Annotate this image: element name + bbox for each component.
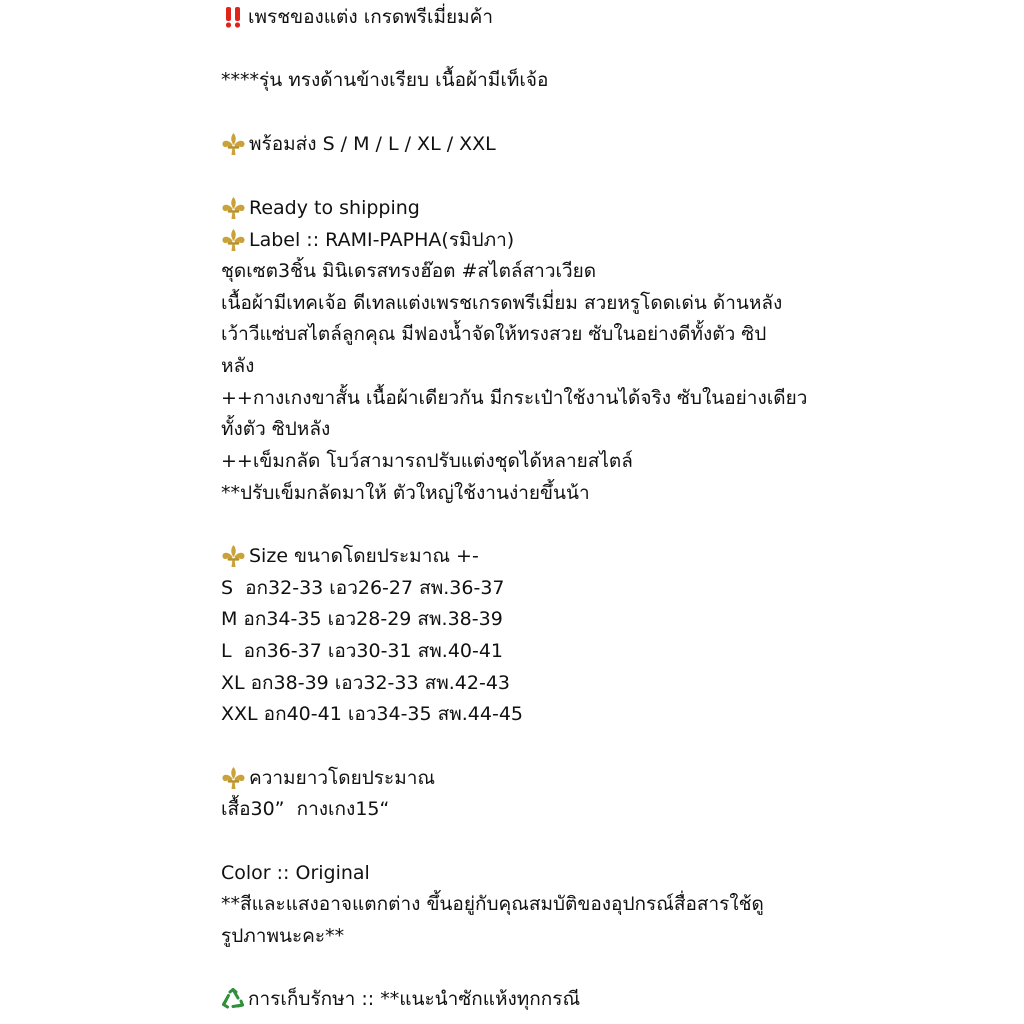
line-16 — [221, 603, 503, 635]
recycle-icon — [221, 987, 245, 1011]
line-5 — [221, 224, 514, 256]
line-text: ++กางเกงขาสั้น เนื้อผ้าเดียวกัน มีกระเป๋าใช้งานได้จริง ซับในอย่างเดียว — [221, 387, 808, 409]
line-11 — [221, 413, 330, 445]
line-4 — [221, 192, 420, 224]
line-2 — [221, 64, 548, 96]
line-text: Ready to shipping — [249, 197, 420, 219]
line-text: M อก34-35 เอว28-29 สพ.38-39 — [221, 608, 503, 630]
line-12 — [221, 445, 633, 477]
line-18 — [221, 667, 510, 699]
fleur-de-lis-icon — [221, 228, 246, 252]
fleur-de-lis-icon — [221, 196, 246, 220]
line-21 — [221, 793, 389, 825]
line-9 — [221, 350, 254, 382]
line-10 — [221, 382, 807, 414]
line-text: ****รุ่น ทรงด้านข้างเรียบ เนื้อผ้ามีเท็เจ้อ — [221, 69, 549, 91]
line-text: หลัง — [221, 355, 255, 377]
line-text: เพรชของแต่ง เกรดพรีเมี่ยมค้า — [248, 6, 494, 28]
line-14 — [221, 540, 479, 572]
line-1 — [221, 1, 493, 33]
line-15 — [221, 572, 505, 604]
line-20 — [221, 762, 435, 794]
fleur-de-lis-icon — [221, 132, 246, 156]
line-7 — [221, 287, 782, 319]
product-description — [221, 0, 1011, 1024]
line-13 — [221, 477, 590, 509]
line-24 — [221, 920, 344, 952]
line-text: Label :: RAMI-PAPHA(รมิปภา) — [249, 229, 515, 251]
line-19 — [221, 698, 523, 730]
line-text: ++เข็มกลัด โบว์สามารถปรับแต่งชุดได้หลายสไตล์ — [221, 450, 633, 472]
line-text: **ปรับเข็มกลัดมาให้ ตัวใหญ่ใช้งานง่ายขึ้นน้า — [221, 482, 590, 504]
line-text: Color :: Original — [221, 862, 370, 884]
double-exclamation-icon — [221, 6, 245, 28]
line-text: ชุดเซต3ชิ้น มินิเดรสทรงฮ๊อต #สไตล์สาวเวียด — [221, 260, 597, 282]
fleur-de-lis-icon — [221, 544, 246, 568]
line-25 — [221, 983, 580, 1015]
line-text: **สีและแสงอาจแตกต่าง ขึ้นอยู่กับคุณสมบัติของอุปกรณ์สื่อสารใช้ดู — [221, 893, 764, 915]
line-17 — [221, 635, 503, 667]
line-text: XL อก38-39 เอว32-33 สพ.42-43 — [221, 672, 510, 694]
line-22 — [221, 857, 370, 889]
line-8 — [221, 318, 766, 350]
line-text: เว้าวีแซ่บสไตล์ลูกคุณ มีฟองน้ำจัดให้ทรงสวย ซับในอย่างดีทั้งตัว ซิป — [221, 323, 767, 345]
line-3 — [221, 128, 496, 160]
line-text: S อก32-33 เอว26-27 สพ.36-37 — [221, 577, 505, 599]
line-text: ความยาวโดยประมาณ — [249, 767, 436, 789]
line-6 — [221, 255, 596, 287]
line-text: ทั้งตัว ซิปหลัง — [221, 418, 331, 440]
line-text: L อก36-37 เอว30-31 สพ.40-41 — [221, 640, 504, 662]
line-text: Size ขนาดโดยประมาณ +- — [249, 545, 479, 567]
line-text: รูปภาพนะคะ** — [221, 925, 345, 947]
line-text: พร้อมส่ง S / M / L / XL / XXL — [249, 133, 496, 155]
line-23 — [221, 888, 764, 920]
line-text: เนื้อผ้ามีเทคเจ้อ ดีเทลแต่งเพรชเกรดพรีเมี่ยม สวยหรูโดดเด่น ด้านหลัง — [221, 292, 783, 314]
line-text: XXL อก40-41 เอว34-35 สพ.44-45 — [221, 703, 524, 725]
fleur-de-lis-icon — [221, 766, 246, 790]
line-text: เสื้อ30” กางเกง15“ — [221, 798, 390, 820]
line-text: การเก็บรักษา :: **แนะนำซักแห้งทุกกรณี — [248, 988, 581, 1010]
